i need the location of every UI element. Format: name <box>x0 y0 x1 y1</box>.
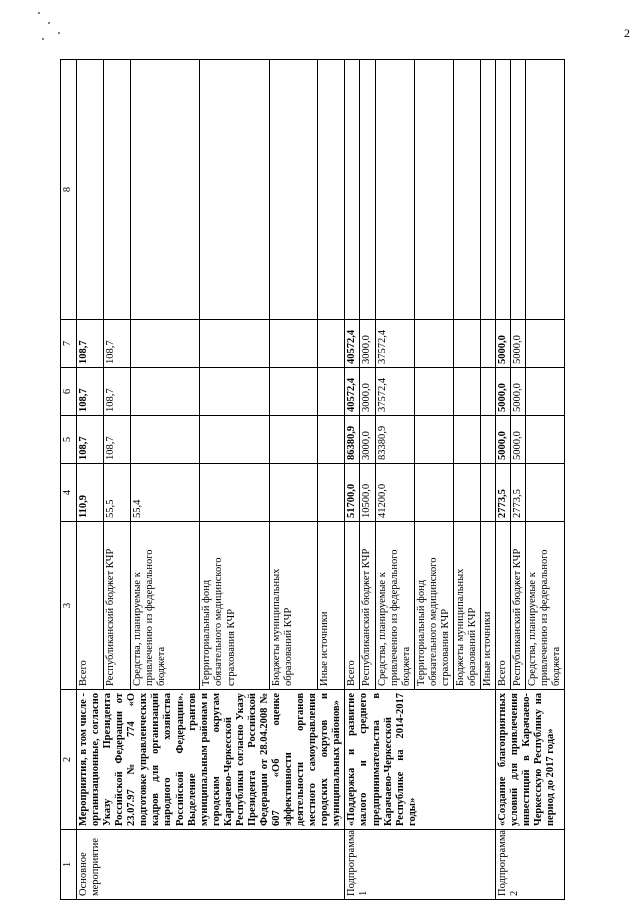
funding-source-cell: Средства, планируемые к привлечению из федерального бюджета <box>130 522 200 690</box>
section-description-cell: «Создание благоприятных условий для привлечения инвестиций в Карачаево-Черкесскую Республику на период до 2017 года» <box>496 690 565 830</box>
page-number: 2 <box>624 26 630 40</box>
col-header: 5 <box>61 416 77 464</box>
value-cell: 5000,0 <box>511 368 526 416</box>
col-header: 4 <box>61 464 77 522</box>
table-body <box>77 60 565 900</box>
value-cell: 108,7 <box>103 320 130 368</box>
value-cell <box>375 60 414 320</box>
value-cell <box>318 416 345 464</box>
value-cell <box>200 60 270 320</box>
funding-source-cell: Всего <box>345 522 360 690</box>
value-cell <box>481 60 496 320</box>
value-cell <box>200 464 270 522</box>
funding-source-cell: Иные источники <box>481 522 496 690</box>
funding-source-cell: Бюджеты муниципальных образований КЧР <box>453 522 480 690</box>
value-cell: 86380,9 <box>345 416 360 464</box>
funding-source-cell: Средства, планируемые к привлечению из федерального бюджета <box>375 522 414 690</box>
col-header: 1 <box>61 830 77 900</box>
value-cell: 108,7 <box>77 416 104 464</box>
value-cell <box>526 60 565 320</box>
value-cell: 110,9 <box>77 464 104 522</box>
value-cell <box>345 60 360 320</box>
value-cell: 2773,5 <box>496 464 511 522</box>
value-cell <box>270 368 318 416</box>
funding-source-cell: Бюджеты муниципальных образований КЧР <box>270 522 318 690</box>
value-cell: 3000,0 <box>360 320 375 368</box>
value-cell: 55,4 <box>130 464 200 522</box>
table-row <box>77 60 104 900</box>
value-cell: 5000,0 <box>511 416 526 464</box>
value-cell: 5000,0 <box>496 416 511 464</box>
value-cell: 3000,0 <box>360 368 375 416</box>
value-cell <box>453 416 480 464</box>
section-name-cell: Подпрограмма 1 <box>345 830 496 900</box>
value-cell <box>200 416 270 464</box>
col-header: 6 <box>61 368 77 416</box>
funding-source-cell: Республиканский бюджет КЧР <box>103 522 130 690</box>
value-cell <box>130 416 200 464</box>
value-cell <box>526 320 565 368</box>
value-cell <box>453 320 480 368</box>
col-header: 8 <box>61 60 77 320</box>
value-cell: 3000,0 <box>360 416 375 464</box>
value-cell: 40572,4 <box>345 320 360 368</box>
table-row <box>345 60 360 900</box>
funding-source-cell: Республиканский бюджет КЧР <box>360 522 375 690</box>
value-cell: 5000,0 <box>511 320 526 368</box>
col-header: 3 <box>61 522 77 690</box>
value-cell: 2773,5 <box>511 464 526 522</box>
funding-source-cell: Территориальный фонд обязательного медицинского страхования КЧР <box>200 522 270 690</box>
value-cell: 37572,4 <box>375 320 414 368</box>
financing-table <box>60 59 565 900</box>
value-cell <box>453 60 480 320</box>
value-cell: 108,7 <box>77 368 104 416</box>
value-cell <box>318 464 345 522</box>
value-cell <box>481 320 496 368</box>
value-cell: 5000,0 <box>496 368 511 416</box>
table-row <box>496 60 511 900</box>
funding-source-cell: Территориальный фонд обязательного медицинского страхования КЧР <box>414 522 453 690</box>
section-name-cell: Основное мероприятие <box>77 830 345 900</box>
scan-specks <box>36 8 76 48</box>
value-cell <box>453 368 480 416</box>
rotated-table-container <box>60 60 620 900</box>
value-cell <box>414 416 453 464</box>
funding-source-cell: Всего <box>77 522 104 690</box>
value-cell <box>360 60 375 320</box>
funding-source-cell: Средства, планируемые к привлечению из федерального бюджета <box>526 522 565 690</box>
value-cell: 10500,0 <box>360 464 375 522</box>
value-cell <box>77 60 104 320</box>
value-cell <box>318 60 345 320</box>
value-cell <box>511 60 526 320</box>
value-cell: 108,7 <box>77 320 104 368</box>
value-cell: 108,7 <box>103 368 130 416</box>
value-cell <box>526 416 565 464</box>
col-header: 2 <box>61 690 77 830</box>
value-cell <box>414 60 453 320</box>
value-cell <box>130 320 200 368</box>
section-description-cell: «Поддержка и развитие малого и среднего предпринимательства в Карачаево-Черкесской Республике на 2014-2017 годы» <box>345 690 496 830</box>
value-cell <box>414 464 453 522</box>
value-cell <box>496 60 511 320</box>
value-cell <box>270 60 318 320</box>
value-cell: 41200,0 <box>375 464 414 522</box>
value-cell <box>200 368 270 416</box>
value-cell: 55,5 <box>103 464 130 522</box>
value-cell <box>481 368 496 416</box>
value-cell: 108,7 <box>103 416 130 464</box>
header-row <box>61 60 77 900</box>
value-cell <box>414 320 453 368</box>
value-cell <box>481 416 496 464</box>
section-name-cell: Подпрограмма 2 <box>496 830 565 900</box>
funding-source-cell: Республиканский бюджет КЧР <box>511 522 526 690</box>
value-cell <box>200 320 270 368</box>
value-cell <box>130 60 200 320</box>
value-cell <box>103 60 130 320</box>
value-cell <box>270 464 318 522</box>
value-cell <box>318 320 345 368</box>
col-header: 7 <box>61 320 77 368</box>
value-cell <box>526 464 565 522</box>
funding-source-cell: Иные источники <box>318 522 345 690</box>
value-cell <box>481 464 496 522</box>
funding-source-cell: Всего <box>496 522 511 690</box>
value-cell <box>130 368 200 416</box>
value-cell <box>414 368 453 416</box>
value-cell: 37572,4 <box>375 368 414 416</box>
value-cell <box>270 320 318 368</box>
value-cell <box>318 368 345 416</box>
section-description-cell: Мероприятия, в том числе - организационные, согласно Указу Президента Российской Федерации от 23.07.97 № 774 «О подготовке управленческих кадров для организаций народного хозяйства Российской Федерации». Выделение грантов муниципальным районам и городским округам Карачаево-Черкесской Республики согласно Указу Президента Российской Федерации от 28.04.2008 № 607 «Об оценке эффективности деятельности органов местного самоуправления городских округов и муниципальных районов» <box>77 690 345 830</box>
value-cell: 83380,9 <box>375 416 414 464</box>
value-cell <box>526 368 565 416</box>
value-cell <box>453 464 480 522</box>
value-cell: 40572,4 <box>345 368 360 416</box>
value-cell: 5000,0 <box>496 320 511 368</box>
value-cell <box>270 416 318 464</box>
value-cell: 51700,0 <box>345 464 360 522</box>
